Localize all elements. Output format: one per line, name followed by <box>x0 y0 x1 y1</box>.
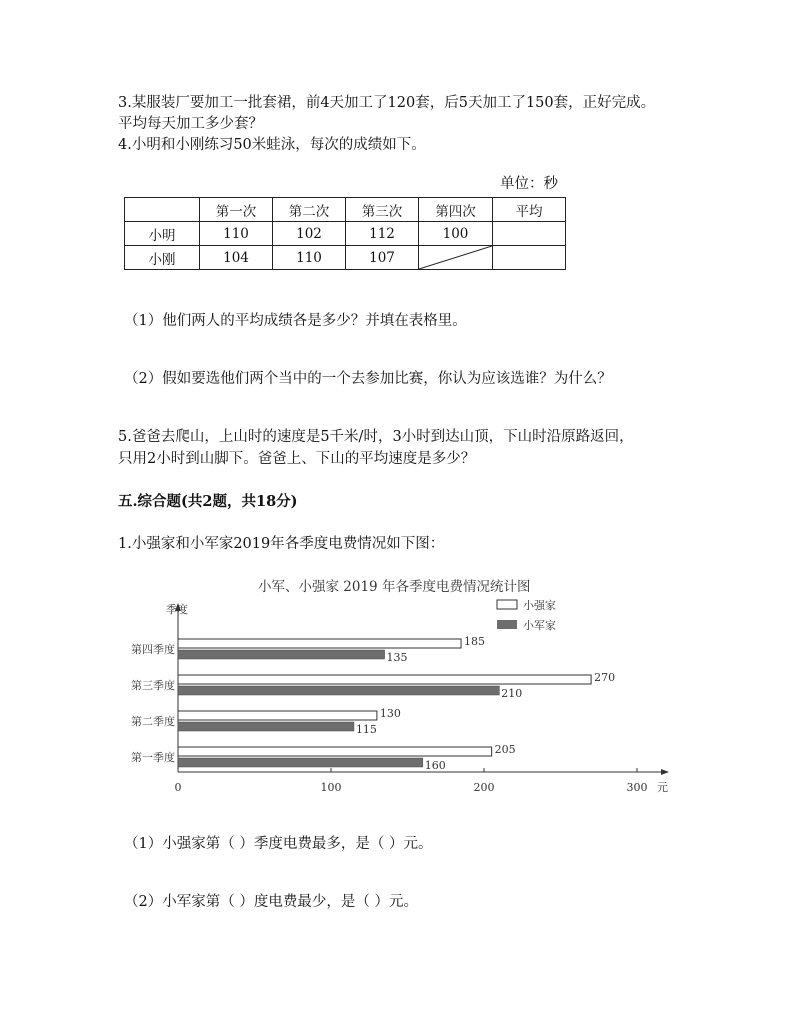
table-cell: 112 <box>346 222 419 246</box>
bar-xiaoqiang <box>178 747 492 756</box>
data-label: 185 <box>464 635 486 648</box>
unit-label: 单位：秒 <box>500 176 558 192</box>
table-cell: 小明 <box>125 222 200 246</box>
table-header-cell: 第四次 <box>419 198 493 222</box>
chart-sub1: （1）小强家第（ ）季度电费最多，是（ ）元。 <box>124 836 433 852</box>
diagonal-empty-cell <box>419 246 493 270</box>
table-cell: 110 <box>200 222 273 246</box>
table-header-cell: 第二次 <box>273 198 346 222</box>
x-axis-arrow <box>661 769 669 775</box>
table-header-cell: 第一次 <box>200 198 273 222</box>
category-label: 第二季度 <box>131 715 175 728</box>
q5-line1: 5.爸爸去爬山，上山时的速度是5千米/时，3小时到达山顶，下山时沿原路返回， <box>118 429 634 445</box>
data-label: 270 <box>594 671 616 684</box>
legend-swatch <box>497 620 517 629</box>
x-tick-label: 300 <box>626 781 648 794</box>
q5-line2: 只用2小时到山脚下。爸爸上、下山的平均速度是多少？ <box>118 451 476 467</box>
chart-sub2: （2）小军家第（ ）度电费最少，是（ ）元。 <box>124 894 418 910</box>
section-title: 五.综合题(共2题，共18分) <box>118 493 298 510</box>
bar-xiaoqiang <box>178 711 377 720</box>
table-cell: 107 <box>346 246 419 270</box>
bar-xiaojun <box>178 686 499 695</box>
diagonal-line <box>419 246 492 270</box>
average-input-cell[interactable] <box>493 246 566 270</box>
y-axis-label: 季度 <box>166 603 188 616</box>
table-header-cell: 第三次 <box>346 198 419 222</box>
x-axis-label: 元 <box>657 781 668 794</box>
table-cell: 102 <box>273 222 346 246</box>
x-tick-label: 0 <box>174 781 182 794</box>
q4-sub2: （2）假如要选他们两个当中的一个去参加比赛，你认为应该选谁？为什么？ <box>124 371 612 387</box>
category-label: 第三季度 <box>131 679 175 692</box>
q4-sub1: （1）他们两人的平均成绩各是多少？并填在表格里。 <box>124 313 467 329</box>
category-label: 第四季度 <box>131 643 175 656</box>
data-label: 135 <box>386 651 408 664</box>
legend-label: 小军家 <box>523 619 556 632</box>
q4-line1: 4.小明和小刚练习50米蛙泳，每次的成绩如下。 <box>118 137 426 153</box>
chart-title: 小军、小强家 2019 年各季度电费情况统计图 <box>258 579 531 595</box>
data-label: 115 <box>355 723 377 736</box>
legend-swatch <box>497 600 517 609</box>
table-header-cell: 平均 <box>493 198 566 222</box>
data-label: 210 <box>501 687 523 700</box>
table-cell: 100 <box>419 222 493 246</box>
bar-xiaojun <box>178 722 354 731</box>
table-header-row <box>125 198 566 222</box>
bar-xiaoqiang <box>178 639 461 648</box>
average-input-cell[interactable] <box>493 222 566 246</box>
bar-xiaojun <box>178 650 385 659</box>
table-row <box>125 246 566 270</box>
bar-xiaoqiang <box>178 675 591 684</box>
data-label: 160 <box>424 759 446 772</box>
data-label: 205 <box>494 743 516 756</box>
legend-label: 小强家 <box>523 599 556 612</box>
score-table <box>124 197 566 270</box>
table-header-cell <box>125 198 200 222</box>
table-row <box>125 222 566 246</box>
x-tick-label: 200 <box>473 781 495 794</box>
q3-line1: 3.某服装厂要加工一批套裙，前4天加工了120套，后5天加工了150套，正好完成。 <box>118 95 656 111</box>
bar-chart <box>110 595 680 800</box>
table-cell: 小刚 <box>125 246 200 270</box>
section5-q1: 1.小强家和小军家2019年各季度电费情况如下图： <box>118 536 445 552</box>
bar-xiaojun <box>178 758 423 767</box>
table-cell: 104 <box>200 246 273 270</box>
data-label: 130 <box>379 707 401 720</box>
table-cell: 110 <box>273 246 346 270</box>
q3-line2: 平均每天加工多少套？ <box>118 116 263 132</box>
x-tick-label: 100 <box>320 781 342 794</box>
category-label: 第一季度 <box>131 751 175 764</box>
